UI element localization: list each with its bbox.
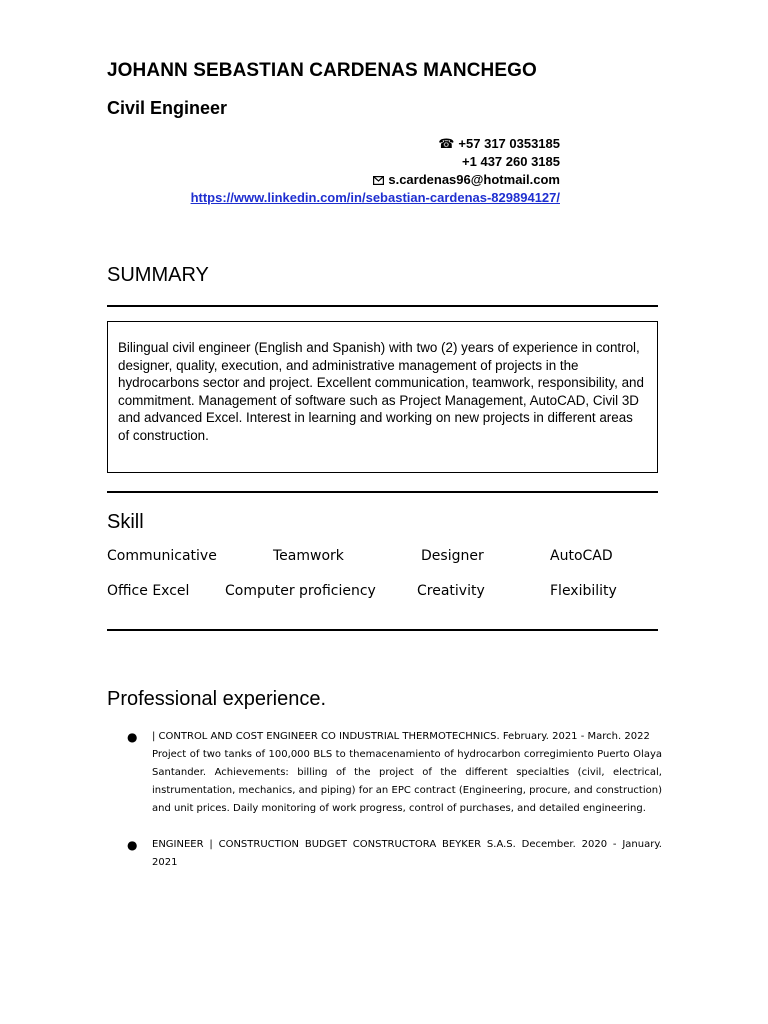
- skill-item: Teamwork: [273, 548, 344, 564]
- skills-heading: Skill: [107, 511, 144, 533]
- summary-box: [107, 321, 658, 473]
- candidate-name: JOHANN SEBASTIAN CARDENAS MANCHEGO: [107, 60, 537, 81]
- bullet-icon: ●: [127, 730, 138, 744]
- contact-block: [191, 135, 560, 207]
- phone-icon: ☎: [438, 136, 455, 151]
- linkedin-link[interactable]: https://www.linkedin.com/in/sebastian-cardenas-829894127/: [190, 190, 560, 205]
- skill-item: Communicative: [107, 548, 217, 564]
- experience-description: Project of two tanks of 100,000 BLS to themacenamiento of hydrocarbon corregimiento Puerto Olaya Santander. Achievements: billing of the project of the different specialties (civil, electrical, instrumentation, mechanics, and piping) for an EPC contract (Engineering, procure, and construction) and unit prices. Daily monitoring of work progress, control of purchases, and detailed engineering.: [152, 749, 662, 814]
- skill-item: AutoCAD: [550, 548, 613, 564]
- linkedin-row: [191, 189, 560, 207]
- skill-item: Creativity: [417, 583, 485, 599]
- skills-top-divider: [107, 491, 658, 493]
- envelope-icon: [373, 171, 384, 189]
- skills-bottom-divider: [107, 629, 658, 631]
- summary-divider: [107, 305, 658, 307]
- summary-heading: SUMMARY: [107, 264, 209, 286]
- phone-secondary: +1 437 260 3185: [462, 154, 560, 169]
- phone-secondary-row: [191, 153, 560, 171]
- skill-item: Designer: [421, 548, 484, 564]
- experience-item: [127, 836, 662, 872]
- experience-heading: Professional experience.: [107, 688, 327, 710]
- experience-list: [127, 728, 662, 890]
- summary-text: Bilingual civil engineer (English and Spanish) with two (2) years of experience in control, designer, quality, execution, and administrative management of projects in the hydrocarbons sector and project. Excellent communication, teamwork, responsibility, and commitment. Management of software such as Project Management, AutoCAD, Civil 3D and advanced Excel. Interest in learning and working on new projects in different areas of construction.: [118, 340, 644, 443]
- email-address[interactable]: s.cardenas96@hotmail.com: [388, 172, 560, 187]
- bullet-icon: ●: [127, 838, 138, 852]
- experience-header: ENGINEER | CONSTRUCTION BUDGET CONSTRUCTORA BEYKER S.A.S. December. 2020 - January. 2021: [152, 839, 662, 868]
- skill-item: Flexibility: [550, 583, 617, 599]
- skill-item: Office Excel: [107, 583, 190, 599]
- job-title: Civil Engineer: [107, 98, 228, 118]
- experience-item: [127, 728, 662, 818]
- phone-primary: +57 317 0353185: [458, 136, 560, 151]
- phone-row: [191, 135, 560, 153]
- experience-header: | CONTROL AND COST ENGINEER CO INDUSTRIAL THERMOTECHNICS. February. 2021 - March. 2022: [152, 731, 650, 742]
- skill-item: Computer proficiency: [225, 583, 376, 599]
- email-row: [191, 171, 560, 189]
